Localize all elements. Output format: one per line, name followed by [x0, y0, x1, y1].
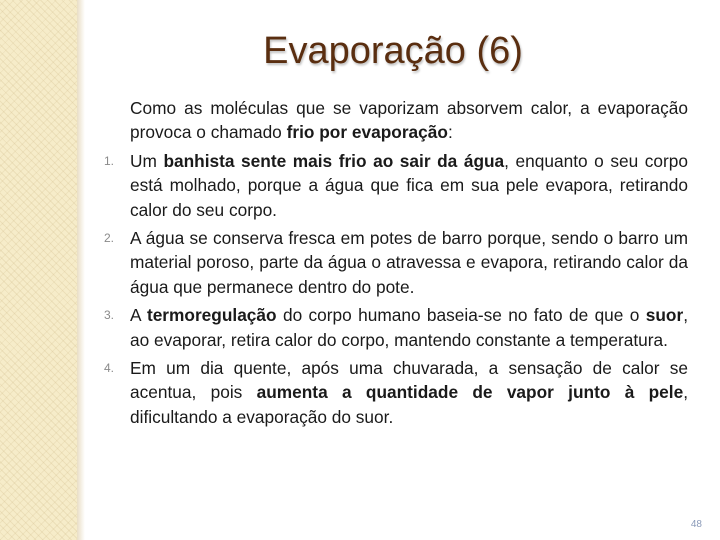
emphasized-text: banhista sente mais frio ao sair da água	[163, 150, 505, 171]
list-item	[104, 356, 688, 429]
list-item	[104, 149, 688, 222]
slide-title: Evaporação (6)	[263, 30, 523, 72]
emphasized-text: aumenta a quantidade de vapor junto à pele	[256, 382, 684, 403]
emphasized-text: suor	[645, 305, 684, 326]
emphasized-text: termoregulação	[146, 305, 277, 326]
list-item	[104, 226, 688, 299]
list-number: 3.	[104, 308, 115, 323]
text-segment: A água se conserva fresca em potes de barro porque, sendo o barro um material poroso, parte da água o atravessa e evapora, retirando calor da água que permanece dentro do pote.	[130, 228, 688, 297]
text-segment: , enquanto o seu corpo está molhado, porque a água que fica em sua pele evapora, retirando calor do seu corpo.	[130, 150, 688, 220]
text-segment: Um	[130, 150, 164, 171]
list-number: 2.	[104, 231, 115, 246]
list-item	[104, 303, 688, 352]
intro-text	[130, 98, 688, 142]
text-segment: :	[447, 122, 453, 143]
text-segment: , dificultando a evaporação do suor.	[130, 382, 688, 427]
text-segment: do corpo humano baseia-se no fato de que o	[276, 305, 646, 326]
list-item-text	[130, 358, 688, 427]
text-segment: , ao evaporar, retira calor do corpo, mantendo constante a temperatura.	[130, 305, 688, 350]
list-item-text	[130, 151, 688, 220]
page-number: 48	[690, 519, 702, 530]
side-band-shadow	[77, 0, 85, 540]
intro-paragraph	[104, 96, 688, 145]
list-item-text	[130, 305, 688, 349]
list-item-text	[130, 228, 688, 297]
list-number: 1.	[104, 153, 115, 168]
text-segment: Como as moléculas que se vaporizam absorvem calor, a evaporação provoca o chamado	[130, 98, 688, 143]
decorative-side-band	[0, 0, 77, 540]
emphasized-text: frio por evaporação	[286, 122, 448, 143]
text-segment: A	[130, 305, 147, 326]
text-segment: Em um dia quente, após uma chuvarada, a sensação de calor se acentua, pois	[130, 358, 688, 403]
list-number: 4.	[104, 361, 115, 376]
slide-content	[104, 96, 688, 433]
